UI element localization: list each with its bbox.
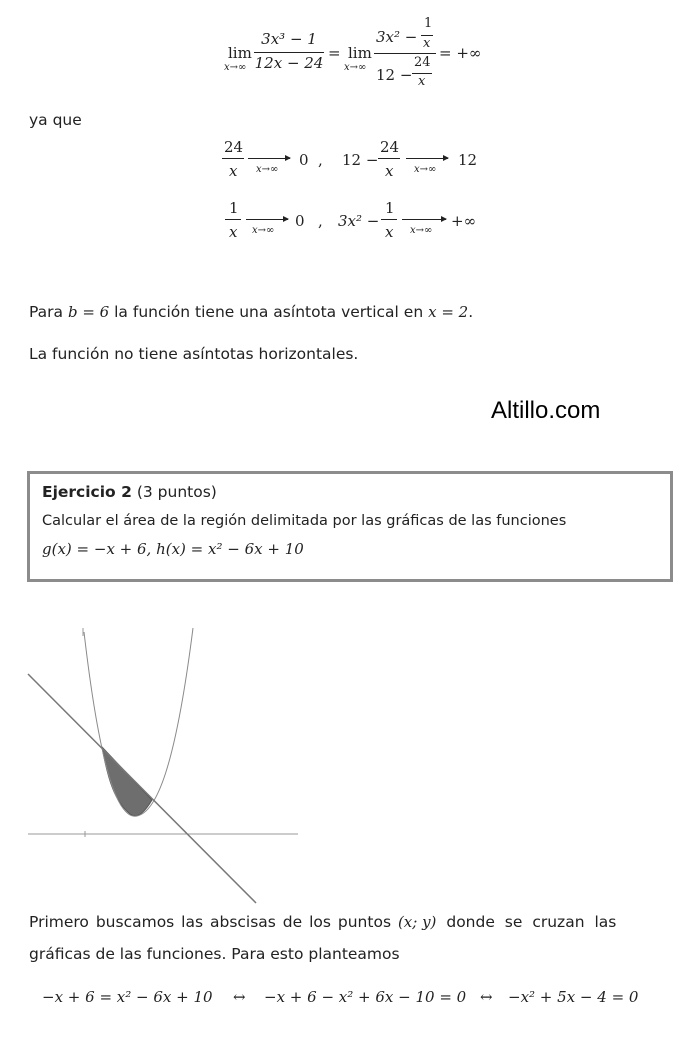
right-arrow-icon [248,158,290,159]
frac-denominator: x [229,223,238,241]
text-part: donde se cruzan las [436,913,617,931]
arrow-subscript: x→∞ [252,225,275,236]
fraction-2-den-part: 12 − [376,66,413,84]
text-part: la función tiene una asíntota vertical en [109,303,429,321]
equation-part: −x + 6 − x² + 6x − 10 = 0 [264,988,467,1006]
lim-subscript: x→∞ [224,62,247,73]
small-frac-den: x [423,36,431,51]
function-graph [0,620,310,910]
result: = +∞ [439,44,482,62]
fraction-2-num-part: 3x² − [376,28,418,46]
lim-subscript: x→∞ [344,62,367,73]
text-part: Primero buscamos las abscisas de los puntos [29,913,398,931]
ya-que-text: ya que [29,111,82,129]
frac-bar [378,158,400,159]
equation-part: −x² + 5x − 4 = 0 [508,988,639,1006]
right-arrow-icon [406,158,448,159]
limit-value: 0 [295,212,305,230]
text-part: . [468,303,474,321]
frac-denominator: x [385,223,394,241]
shaded-area [102,747,152,816]
frac-numerator: 1 [385,199,395,217]
right-arrow-icon [402,219,446,220]
lim-label: lim [348,44,372,62]
fraction-1-denominator: 12x − 24 [254,54,324,72]
frac-bar [222,158,244,159]
small-frac-num: 24 [414,55,431,70]
frac-denominator: x [385,162,394,180]
fraction-1 [254,30,324,72]
frac-numerator: 1 [229,199,239,217]
exercise-functions: g(x) = −x + 6, h(x) = x² − 6x + 10 [42,540,304,558]
frac-numerator: 24 [224,138,244,156]
fraction-bar [254,52,324,53]
math-inline: x = 2 [428,303,469,321]
small-frac-num: 1 [424,16,433,31]
limit-value: 12 [458,151,478,169]
fraction-1-numerator: 3x³ − 1 [261,30,317,48]
text-part: Para [29,303,68,321]
limit-value: +∞ [451,212,477,230]
arrow-subscript: x→∞ [410,225,433,236]
line-function [28,674,256,903]
limit-value: 0 [299,151,309,169]
iff-arrow-icon: ↔ [233,988,246,1006]
fraction-2-bar [374,53,436,54]
math-inline: b = 6 [67,303,110,321]
exercise-statement: Calcular el área de la región delimitada por las gráficas de las funciones [42,513,567,529]
equals-sign: = [328,44,341,62]
arrow-subscript: x→∞ [256,164,279,175]
vertical-asymptote-text [29,303,473,321]
math-inline: (x; y) [397,913,437,931]
frac-bar [381,219,397,220]
frac-bar [225,219,241,220]
expression-prefix: 12 − [342,151,379,169]
comma: , [318,212,323,230]
exercise-box [27,471,673,582]
comma: , [318,151,323,169]
paragraph-line-1 [29,913,677,931]
expression-prefix: 3x² − [338,212,380,230]
arrow-subscript: x→∞ [414,164,437,175]
frac-denominator: x [229,162,238,180]
exercise-heading [42,483,217,501]
iff-arrow-icon: ↔ [480,988,493,1006]
exercise-points: (3 puntos) [131,483,217,501]
watermark-logo: Altillo.com [491,397,601,424]
exercise-title: Ejercicio 2 [42,483,132,501]
equation-part: −x + 6 = x² − 6x + 10 [42,988,213,1006]
right-arrow-icon [246,219,288,220]
lim-label: lim [228,44,252,62]
paragraph-line-2: gráficas de las funciones. Para esto planteamos [29,945,400,963]
small-frac-den: x [418,74,426,89]
frac-numerator: 24 [380,138,400,156]
no-horizontal-asymptotes-text: La función no tiene asíntotas horizontales. [29,345,359,363]
